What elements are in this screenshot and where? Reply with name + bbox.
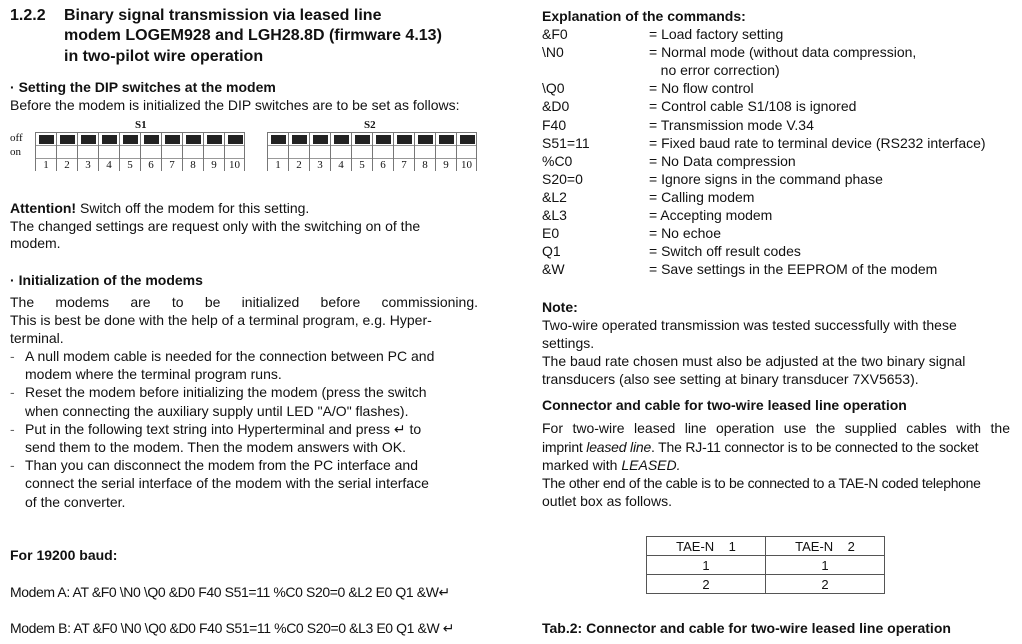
dip-heading-text: Setting the DIP switches at the modem (18, 79, 276, 95)
switch-number: 5 (127, 159, 133, 171)
attention-line: The changed settings are request only with the switching on of the (10, 218, 421, 234)
attention-text: Switch off the modem for this setting. (76, 200, 310, 216)
dip-switch-s1 (35, 132, 245, 171)
on-label: on (10, 146, 21, 158)
command-description: = Ignore signs in the command phase (649, 170, 883, 187)
switch-number: 6 (148, 159, 154, 171)
switch-number: 9 (443, 159, 449, 171)
switch-knob (334, 135, 349, 144)
switch-knob (228, 135, 243, 144)
switch-knob (123, 135, 138, 144)
switch-knob (81, 135, 96, 144)
command-description: = Transmission mode V.34 (649, 116, 814, 133)
init-line: This is best be done with the help of a terminal program, e.g. Hyper- (10, 312, 432, 328)
dip-switch-position (351, 133, 372, 171)
switch-slot (289, 145, 309, 159)
command-code: &D0 (542, 98, 570, 115)
dip-switch-position (140, 133, 161, 171)
switch-knob (313, 135, 328, 144)
table-cell: 1 (647, 556, 766, 575)
bullet-line: Put in the following text string into Hyperterminal and press ↵ to (25, 420, 422, 437)
section-title-1: Binary signal transmission via leased line (64, 7, 382, 24)
switch-slot (78, 145, 98, 159)
dip-switch-position (77, 133, 98, 171)
text: marked with (542, 457, 622, 473)
command-description: = Calling modem (649, 188, 755, 205)
command-code: S51=11 (542, 134, 590, 151)
switch-number: 10 (229, 159, 240, 171)
command-description: = Fixed baud rate to terminal device (RS232 interface) (649, 134, 986, 151)
connector-line (542, 456, 681, 474)
section-title-3: in two-pilot wire operation (64, 48, 264, 65)
init-heading: · Initialization of the modems (10, 272, 203, 288)
switch-knob (207, 135, 222, 144)
dip-switch-position (267, 133, 288, 171)
dip-switch-position (456, 133, 477, 171)
attention-label: Attention! (10, 200, 77, 216)
command-description: = No Data compression (649, 152, 796, 169)
switch-number: 5 (359, 159, 365, 171)
dip-switch-position (98, 133, 119, 171)
switch-knob (439, 135, 454, 144)
dip-switch-position (288, 133, 309, 171)
switch-number: 3 (85, 159, 91, 171)
switch-number: 7 (401, 159, 407, 171)
note-line: The baud rate chosen must also be adjusted at the two binary signal (542, 353, 966, 369)
dip-switch-position (203, 133, 224, 171)
switch-slot (373, 145, 393, 159)
modem-b-command: Modem B: AT &F0 \N0 \Q0 &D0 F40 S51=11 %C0 S20=0 &L3 E0 Q1 &W ↵ (10, 620, 455, 636)
switch-number: 3 (317, 159, 323, 171)
section-number: 1.2.2 (10, 7, 46, 24)
table-row (647, 575, 885, 594)
connector-line: outlet box as follows. (542, 493, 672, 509)
text: . The RJ-11 connector is to be connected to the socket (651, 439, 979, 455)
table-caption: Tab.2: Connector and cable for two-wire leased line operation (542, 620, 951, 636)
switch-knob (355, 135, 370, 144)
table-header-row (647, 537, 885, 556)
bullet-dash: - (10, 348, 15, 364)
note-line: transducers (also see setting at binary transducer 7XV5653). (542, 371, 919, 387)
dip-switch-position (330, 133, 351, 171)
switch-slot (99, 145, 119, 159)
dip-heading: · Setting the DIP switches at the modem (10, 79, 276, 95)
bullet-dash: - (10, 384, 15, 401)
table-row (647, 556, 885, 575)
switch-slot (162, 145, 182, 159)
bullet-line: Than you can disconnect the modem from the PC interface and (25, 457, 418, 474)
switch-number: 7 (169, 159, 175, 171)
switch-knob (292, 135, 307, 144)
connector-line (542, 438, 978, 456)
dip-switch-position (435, 133, 456, 171)
section-title-2: modem LOGEM928 and LGH28.8D (firmware 4.13) (64, 27, 442, 44)
bullet-line: modem where the terminal program runs. (25, 366, 282, 383)
switch-slot (331, 145, 351, 159)
switch-slot (268, 145, 288, 159)
switch-number: 8 (190, 159, 196, 171)
baud-heading: For 19200 baud: (10, 547, 118, 563)
command-code: &L3 (542, 207, 567, 223)
attention-line: modem. (10, 235, 61, 251)
note-line: Two-wire operated transmission was tested successfully with these (542, 317, 957, 333)
init-line: terminal. (10, 330, 64, 346)
switch-knob (397, 135, 412, 144)
dip-switch-position (35, 133, 56, 171)
switch-number: 8 (422, 159, 428, 171)
init-heading-text: Initialization of the modems (18, 272, 203, 288)
switch-knob (418, 135, 433, 144)
command-code: &W (542, 261, 565, 278)
switch-number: 1 (43, 159, 49, 171)
bullet-line: when connecting the auxiliary supply until LED "A/O" flashes). (25, 402, 409, 419)
switch-slot (394, 145, 414, 159)
dip-switch-s2 (267, 132, 477, 171)
leased-term: LEASED. (621, 457, 681, 473)
off-label: off (10, 132, 23, 144)
switch-knob (144, 135, 159, 144)
dip-intro: Before the modem is initialized the DIP switches are to be set as follows: (10, 97, 460, 113)
command-description: = Normal mode (without data compression, (649, 44, 917, 61)
bullet-dash: - (10, 457, 15, 474)
dip-switch-position (372, 133, 393, 171)
switch-number: 10 (461, 159, 472, 171)
command-description: = Load factory setting (649, 26, 784, 42)
switch-slot (120, 145, 140, 159)
command-code: &F0 (542, 26, 568, 42)
init-line: The modems are to be initialized before commissioning. (10, 294, 478, 310)
dip-switch-position (414, 133, 435, 171)
table-cell: 1 (766, 556, 885, 575)
switch-slot (310, 145, 330, 159)
command-description: no error correction) (649, 62, 780, 79)
note-heading: Note: (542, 299, 578, 315)
table-cell: 2 (647, 575, 766, 594)
command-code: F40 (542, 116, 567, 133)
dip-switch-position (119, 133, 140, 171)
switch-slot (204, 145, 224, 159)
switch-number: 2 (64, 159, 70, 171)
bullet-line: A null modem cable is needed for the connection between PC and (25, 348, 435, 364)
command-description: = Switch off result codes (649, 243, 801, 260)
dip-switch-position (56, 133, 77, 171)
switch-knob (102, 135, 117, 144)
command-code: \Q0 (542, 80, 565, 97)
s2-label: S2 (364, 119, 376, 131)
switch-slot (141, 145, 161, 159)
dip-switch-position (161, 133, 182, 171)
note-line: settings. (542, 335, 595, 351)
dip-switch-position (182, 133, 203, 171)
tae-table (646, 536, 885, 594)
s1-label: S1 (135, 119, 147, 131)
command-code: %C0 (542, 152, 573, 169)
switch-knob (460, 135, 475, 144)
switch-slot (352, 145, 372, 159)
bullet-line: send them to the modem. Then the modem answers with OK. (25, 439, 407, 455)
command-code: &L2 (542, 188, 567, 205)
connector-heading: Connector and cable for two-wire leased line operation (542, 397, 907, 413)
modem-a-command: Modem A: AT &F0 \N0 \Q0 &D0 F40 S51=11 %C0 S20=0 &L2 E0 Q1 &W↵ (10, 584, 450, 600)
switch-slot (183, 145, 203, 159)
switch-knob (60, 135, 75, 144)
switch-slot (436, 145, 456, 159)
bullet-line: Reset the modem before initializing the modem (press the switch (25, 384, 427, 401)
command-code: \N0 (542, 44, 564, 61)
command-code: Q1 (542, 243, 561, 260)
switch-slot (225, 145, 244, 159)
switch-number: 6 (380, 159, 386, 171)
attention (10, 199, 309, 217)
text: imprint (542, 439, 587, 455)
switch-knob (186, 135, 201, 144)
explanation-heading: Explanation of the commands: (542, 8, 746, 24)
dip-switch-position (224, 133, 245, 171)
switch-number: 1 (275, 159, 281, 171)
table-header: TAE-N 2 (766, 537, 885, 556)
bullet-line: connect the serial interface of the modem with the serial interface (25, 475, 429, 492)
command-description: = No flow control (649, 80, 754, 97)
switch-knob (165, 135, 180, 144)
switch-knob (376, 135, 391, 144)
table-cell: 2 (766, 575, 885, 594)
command-description: = Control cable S1/108 is ignored (649, 98, 857, 115)
connector-line: For two-wire leased line operation use the supplied cables with the (542, 420, 1010, 436)
switch-number: 4 (106, 159, 112, 171)
switch-slot (457, 145, 476, 159)
command-code: S20=0 (542, 170, 583, 187)
bullet-dash: - (10, 420, 15, 437)
switch-slot (36, 145, 56, 159)
switch-number: 4 (338, 159, 344, 171)
switch-slot (415, 145, 435, 159)
switch-knob (271, 135, 286, 144)
dip-switch-position (309, 133, 330, 171)
connector-line: The other end of the cable is to be connected to a TAE-N coded telephone (542, 475, 981, 491)
dip-switch-position (393, 133, 414, 171)
table-header: TAE-N 1 (647, 537, 766, 556)
switch-number: 9 (211, 159, 217, 171)
bullet-line: of the converter. (25, 493, 126, 510)
command-description: = Save settings in the EEPROM of the modem (649, 261, 938, 278)
leased-line-term: leased line (586, 439, 652, 455)
command-description: = No echoe (649, 225, 721, 242)
switch-knob (39, 135, 54, 144)
command-code: E0 (542, 225, 560, 242)
switch-slot (57, 145, 77, 159)
command-description: = Accepting modem (649, 207, 773, 223)
switch-number: 2 (296, 159, 302, 171)
